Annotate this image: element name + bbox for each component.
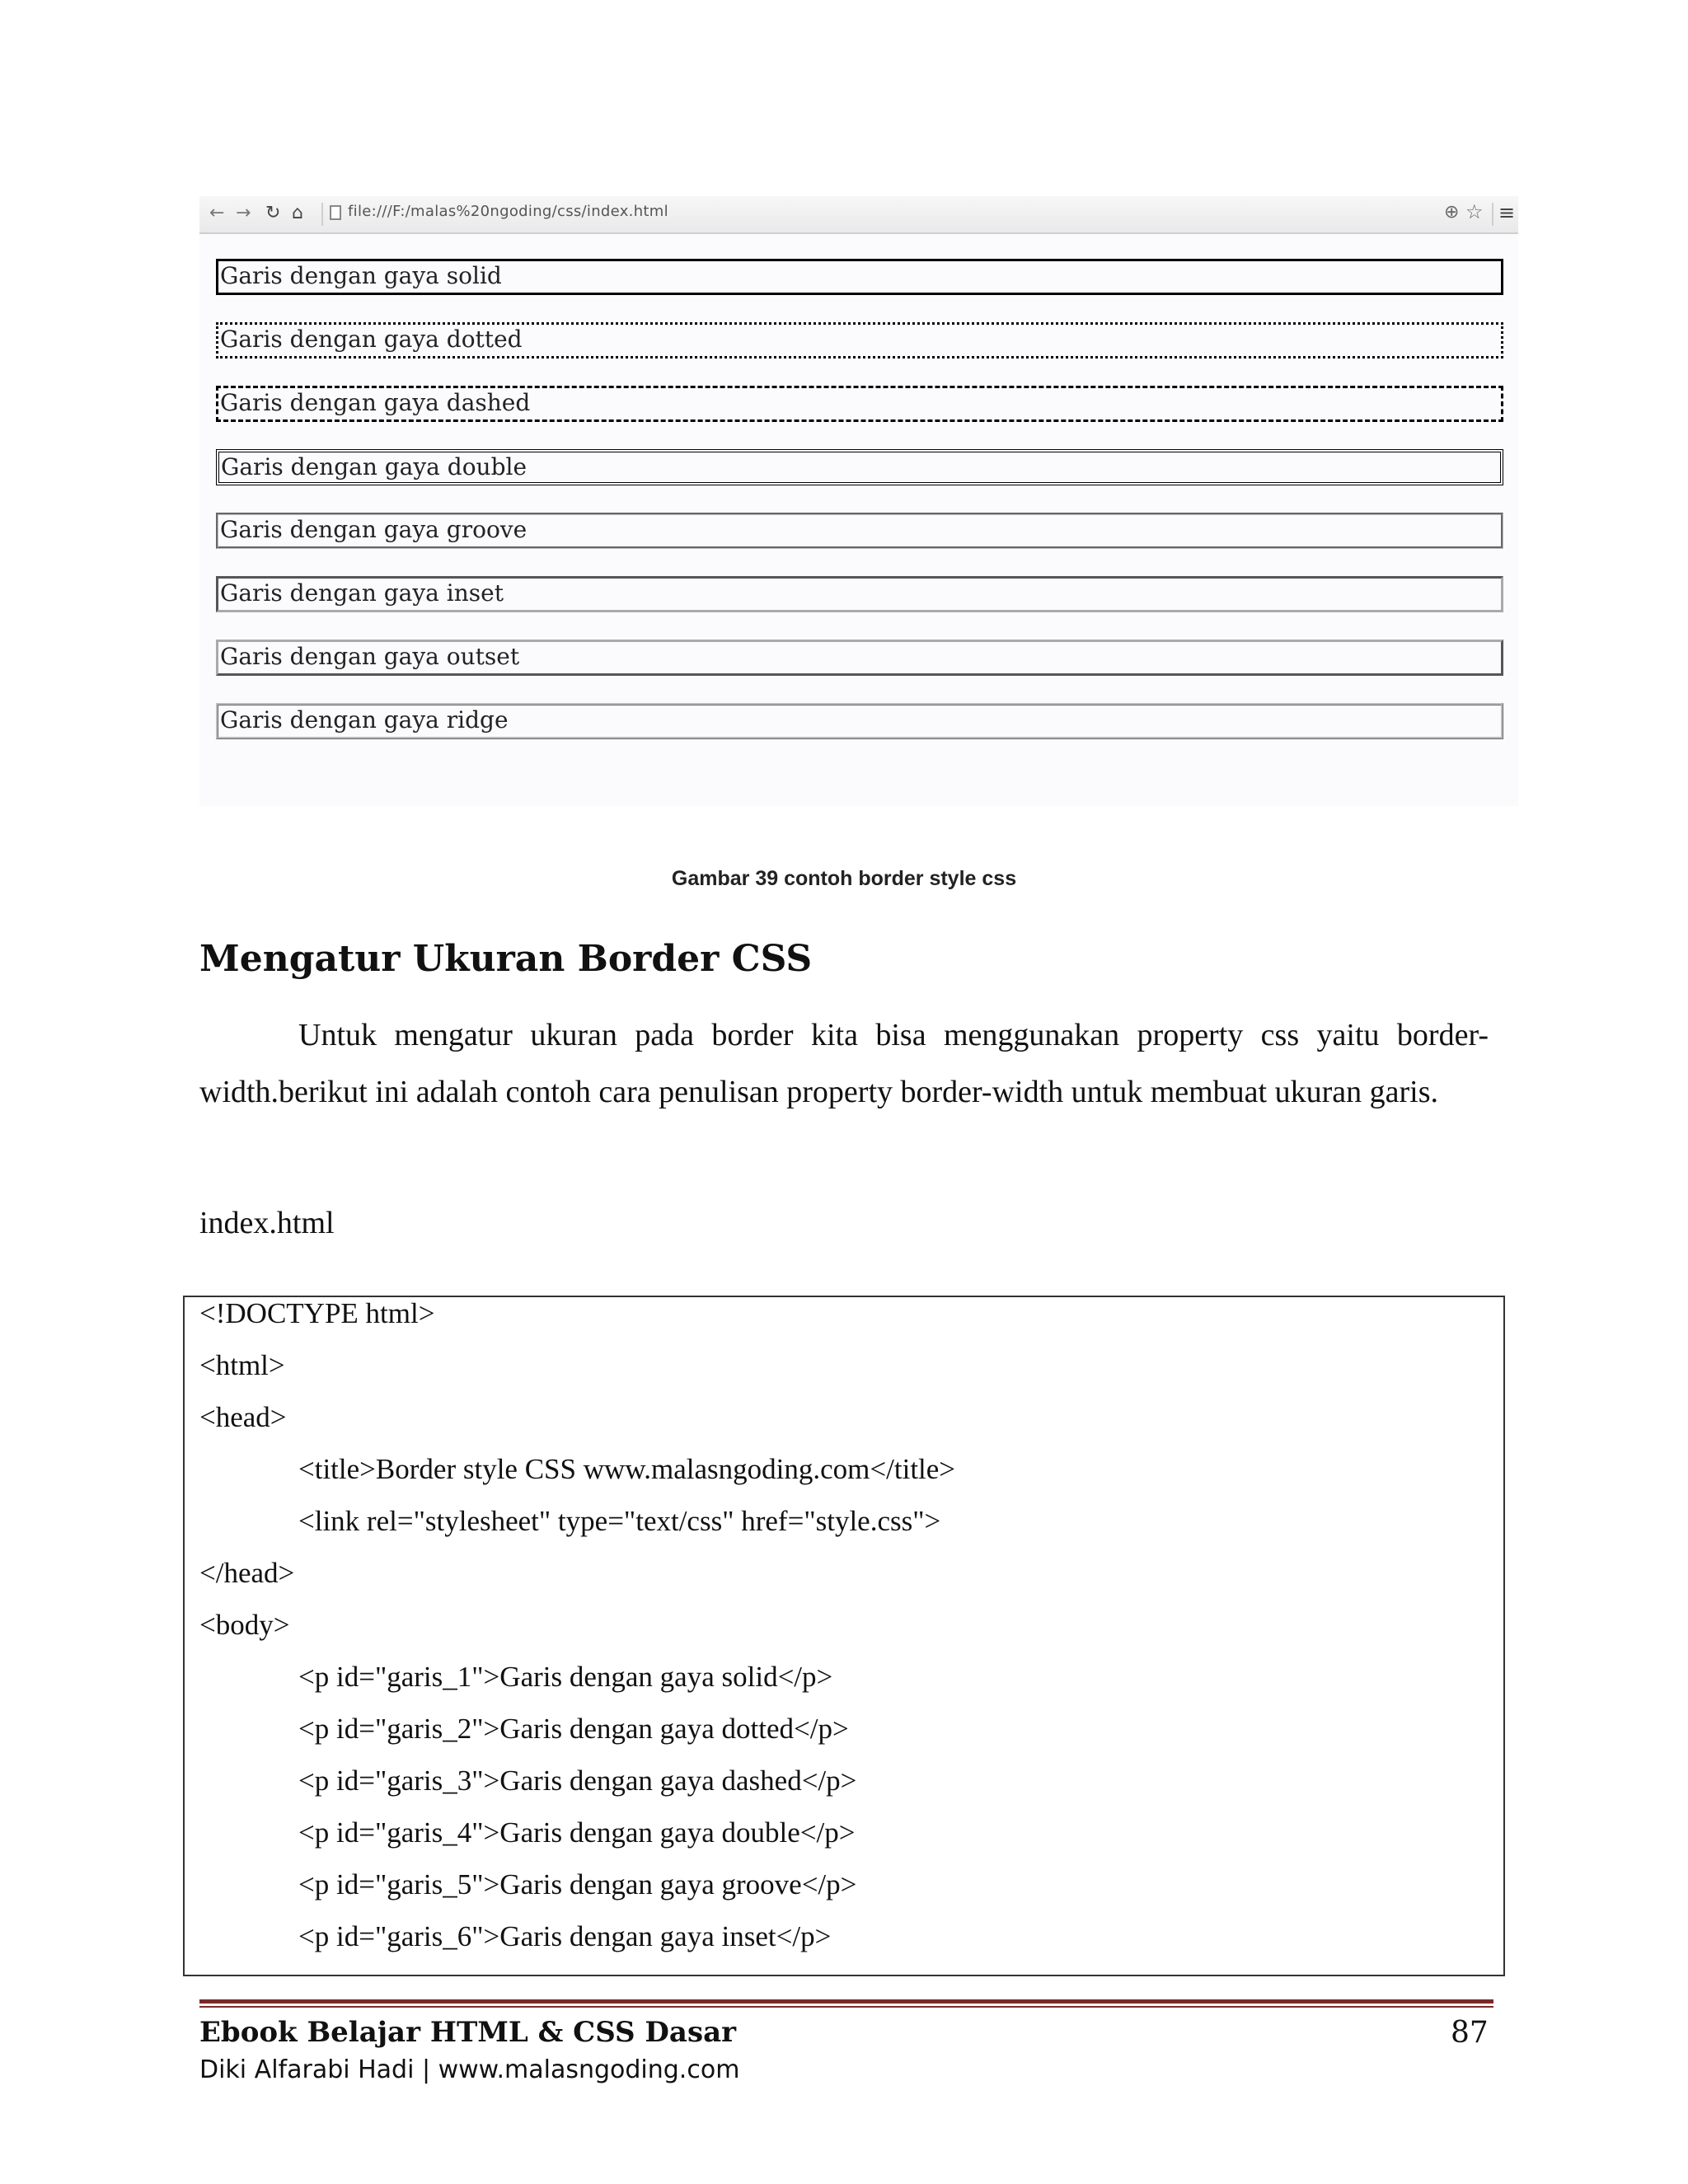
menu-icon: ≡	[1498, 201, 1516, 224]
code-filename: index.html	[199, 1206, 335, 1240]
code-line: <html>	[199, 1349, 285, 1381]
code-line: <head>	[199, 1401, 287, 1433]
code-line: <p id="garis_4">Garis dengan gaya double</p>	[298, 1816, 856, 1849]
code-line: <p id="garis_3">Garis dengan gaya dashed</p>	[298, 1765, 857, 1797]
footer-book-title: Ebook Belajar HTML & CSS Dasar	[199, 2016, 737, 2049]
reload-icon: ↻	[265, 203, 281, 223]
body-paragraph: Untuk mengatur ukuran pada border kita bisa menggunakan property css yaitu border-width.berikut ini adalah contoh cara penulisan property border-width untuk membuat ukuran garis.	[199, 1018, 1489, 1109]
footer-author: Diki Alfarabi Hadi | www.malasngoding.com	[199, 2055, 740, 2084]
code-line: <p id="garis_1">Garis dengan gaya solid</p>	[298, 1661, 833, 1693]
url-text: file:///F:/malas%20ngoding/css/index.html	[348, 203, 668, 220]
page-icon	[330, 205, 341, 220]
demo-line-ridge: Garis dengan gaya ridge	[216, 703, 1503, 739]
forward-arrow-icon: →	[236, 203, 251, 223]
address-separator	[321, 203, 323, 226]
browser-screenshot	[199, 196, 1518, 806]
menu-separator	[1492, 203, 1493, 226]
demo-line-dashed: Garis dengan gaya dashed	[216, 386, 1503, 422]
address-bar	[199, 196, 1518, 234]
code-line: <p id="garis_6">Garis dengan gaya inset</p>	[298, 1920, 832, 1952]
home-icon: ⌂	[292, 203, 303, 223]
code-line: <link rel="stylesheet" type="text/css" href="style.css">	[298, 1505, 941, 1537]
code-line: <!DOCTYPE html>	[199, 1297, 435, 1329]
footer-rule	[199, 1999, 1493, 2004]
figure-caption: Gambar 39 contoh border style css	[671, 867, 1017, 890]
back-arrow-icon: ←	[209, 203, 225, 223]
code-line: <title>Border style CSS www.malasngoding.com</title>	[298, 1453, 956, 1485]
demo-line-outset: Garis dengan gaya outset	[216, 640, 1503, 676]
code-line: <p id="garis_5">Garis dengan gaya groove</p>	[298, 1868, 857, 1900]
code-line: </head>	[199, 1557, 295, 1589]
footer-rule-thin	[199, 2006, 1493, 2008]
demo-line-inset: Garis dengan gaya inset	[216, 576, 1503, 612]
demo-line-dotted: Garis dengan gaya dotted	[216, 322, 1503, 359]
zoom-icon: ⊕	[1444, 202, 1460, 223]
demo-line-double: Garis dengan gaya double	[216, 449, 1503, 485]
code-line: <p id="garis_2">Garis dengan gaya dotted</p>	[298, 1713, 849, 1745]
code-line: <body>	[199, 1609, 290, 1641]
code-listing	[183, 1296, 1505, 1976]
demo-line-solid: Garis dengan gaya solid	[216, 259, 1503, 295]
demo-line-groove: Garis dengan gaya groove	[216, 513, 1503, 549]
section-heading: Mengatur Ukuran Border CSS	[199, 938, 813, 980]
page-number: 87	[1451, 2016, 1489, 2050]
star-icon: ☆	[1465, 200, 1484, 223]
